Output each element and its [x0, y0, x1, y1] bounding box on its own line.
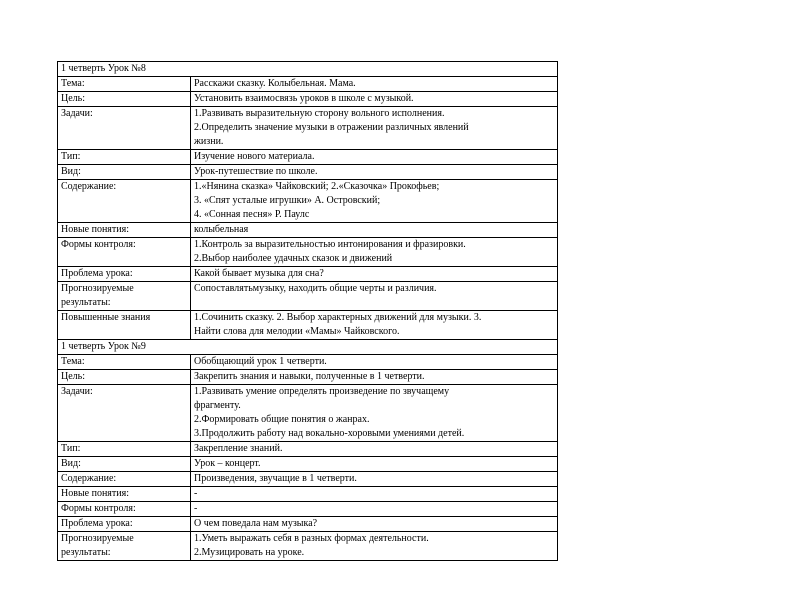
table-row: [58, 487, 558, 502]
row-label: Формы контроля:: [58, 502, 191, 517]
row-label: [58, 282, 191, 311]
row-value-line: 2.Формировать общие понятия о жанрах.: [194, 414, 370, 425]
row-value: [191, 311, 558, 340]
table-row: [58, 150, 558, 165]
table-row: [58, 282, 558, 311]
row-value: [191, 487, 558, 502]
row-value-line: Урок – концерт.: [194, 458, 261, 469]
row-value-line: Урок-путешествие по школе.: [194, 166, 318, 177]
lesson8-header-row: [58, 62, 558, 77]
row-label: Задачи:: [58, 107, 191, 150]
row-value-line: фрагменту.: [194, 400, 241, 411]
table-row: [58, 532, 558, 561]
row-value: [191, 502, 558, 517]
row-label-line: Прогнозируемые: [61, 283, 134, 294]
row-label: Вид:: [58, 457, 191, 472]
row-value-line: -: [194, 488, 198, 499]
row-value: [191, 282, 558, 311]
row-value-line: Закрепить знания и навыки, полученные в 1 четверти.: [194, 371, 425, 382]
row-label: Проблема урока:: [58, 267, 191, 282]
row-value-line: 2.Музицировать на уроке.: [194, 547, 305, 558]
row-value: [191, 385, 558, 442]
row-value-line: 1.Сочинить сказку. 2. Выбор характерных движений для музыки. 3.: [194, 312, 482, 323]
row-value-line: Найти слова для мелодии «Мамы» Чайковского.: [194, 326, 400, 337]
row-label: Содержание:: [58, 180, 191, 223]
row-value: [191, 267, 558, 282]
row-value-line: Установить взаимосвязь уроков в школе с музыкой.: [194, 93, 414, 104]
row-label: Повышенные знания: [58, 311, 191, 340]
row-value: [191, 180, 558, 223]
row-label: Проблема урока:: [58, 517, 191, 532]
table-row: [58, 77, 558, 92]
row-label: Вид:: [58, 165, 191, 180]
row-label: Содержание:: [58, 472, 191, 487]
row-value: [191, 150, 558, 165]
table-row: [58, 92, 558, 107]
row-value-line: Сопоставлятьмузыку, находить общие черты и различия.: [194, 283, 437, 294]
row-label-line: результаты:: [61, 297, 111, 308]
row-value: [191, 517, 558, 532]
table-row: [58, 107, 558, 150]
lesson9-header-row: [58, 340, 558, 355]
table-row: [58, 517, 558, 532]
row-label: Тип:: [58, 150, 191, 165]
row-value-line: 1.Развивать умение определять произведение по звучащему: [194, 386, 450, 397]
table-row: [58, 223, 558, 238]
row-value: [191, 355, 558, 370]
lesson8-header: 1 четверть Урок №8: [58, 62, 558, 77]
row-label: Новые понятия:: [58, 487, 191, 502]
row-value-line: колыбельная: [194, 224, 249, 235]
row-value-line: 1.Развивать выразительную сторону вольного исполнения.: [194, 108, 445, 119]
row-value: [191, 457, 558, 472]
row-value-line: жизни.: [194, 136, 224, 147]
table-row: [58, 502, 558, 517]
row-value-line: 3.Продолжить работу над вокально-хоровыми умениями детей.: [194, 428, 465, 439]
table-row: [58, 267, 558, 282]
table-row: [58, 165, 558, 180]
table-row: [58, 355, 558, 370]
table-row: [58, 442, 558, 457]
table-row: [58, 457, 558, 472]
row-value-line: 1.«Нянина сказка» Чайковский; 2.«Сказочка» Прокофьев;: [194, 181, 440, 192]
row-label: Цель:: [58, 370, 191, 385]
row-value-line: 4. «Сонная песня» Р. Паулс: [194, 209, 310, 220]
lesson-plan-body: [58, 62, 558, 561]
row-value-line: Изучение нового материала.: [194, 151, 315, 162]
row-value-line: 1.Контроль за выразительностью интонирования и фразировки.: [194, 239, 466, 250]
row-label: Тема:: [58, 77, 191, 92]
row-value-line: 1.Уметь выражать себя в разных формах деятельности.: [194, 533, 429, 544]
row-value: [191, 165, 558, 180]
table-row: [58, 180, 558, 223]
row-label-line: результаты:: [61, 547, 111, 558]
row-value: [191, 107, 558, 150]
row-value-line: Произведения, звучащие в 1 четверти.: [194, 473, 357, 484]
row-value: [191, 370, 558, 385]
row-label: Новые понятия:: [58, 223, 191, 238]
row-value-line: 3. «Спят усталые игрушки» А. Островский;: [194, 195, 381, 206]
row-value: [191, 532, 558, 561]
row-value-line: Расскажи сказку. Колыбельная. Мама.: [194, 78, 356, 89]
row-value: [191, 238, 558, 267]
lesson9-header: 1 четверть Урок №9: [58, 340, 558, 355]
row-value: [191, 472, 558, 487]
row-value-line: Закрепление знаний.: [194, 443, 283, 454]
table-row: [58, 311, 558, 340]
row-value-line: -: [194, 503, 198, 514]
row-value: [191, 442, 558, 457]
row-label-line: Прогнозируемые: [61, 533, 134, 544]
row-value: [191, 92, 558, 107]
row-label: Тип:: [58, 442, 191, 457]
table-row: [58, 472, 558, 487]
table-row: [58, 385, 558, 442]
row-label: [58, 532, 191, 561]
row-label: Тема:: [58, 355, 191, 370]
row-value-line: 2.Выбор наиболее удачных сказок и движений: [194, 253, 393, 264]
row-value: [191, 77, 558, 92]
table-row: [58, 370, 558, 385]
row-value-line: 2.Определить значение музыки в отражении различных явлений: [194, 122, 469, 133]
row-value-line: О чем поведала нам музыка?: [194, 518, 318, 529]
row-value-line: Какой бывает музыка для сна?: [194, 268, 324, 279]
lesson-plan-table: [57, 61, 558, 561]
row-label: Формы контроля:: [58, 238, 191, 267]
table-row: [58, 238, 558, 267]
row-value-line: Обобщающий урок 1 четверти.: [194, 356, 327, 367]
row-label: Цель:: [58, 92, 191, 107]
row-label: Задачи:: [58, 385, 191, 442]
row-value: [191, 223, 558, 238]
